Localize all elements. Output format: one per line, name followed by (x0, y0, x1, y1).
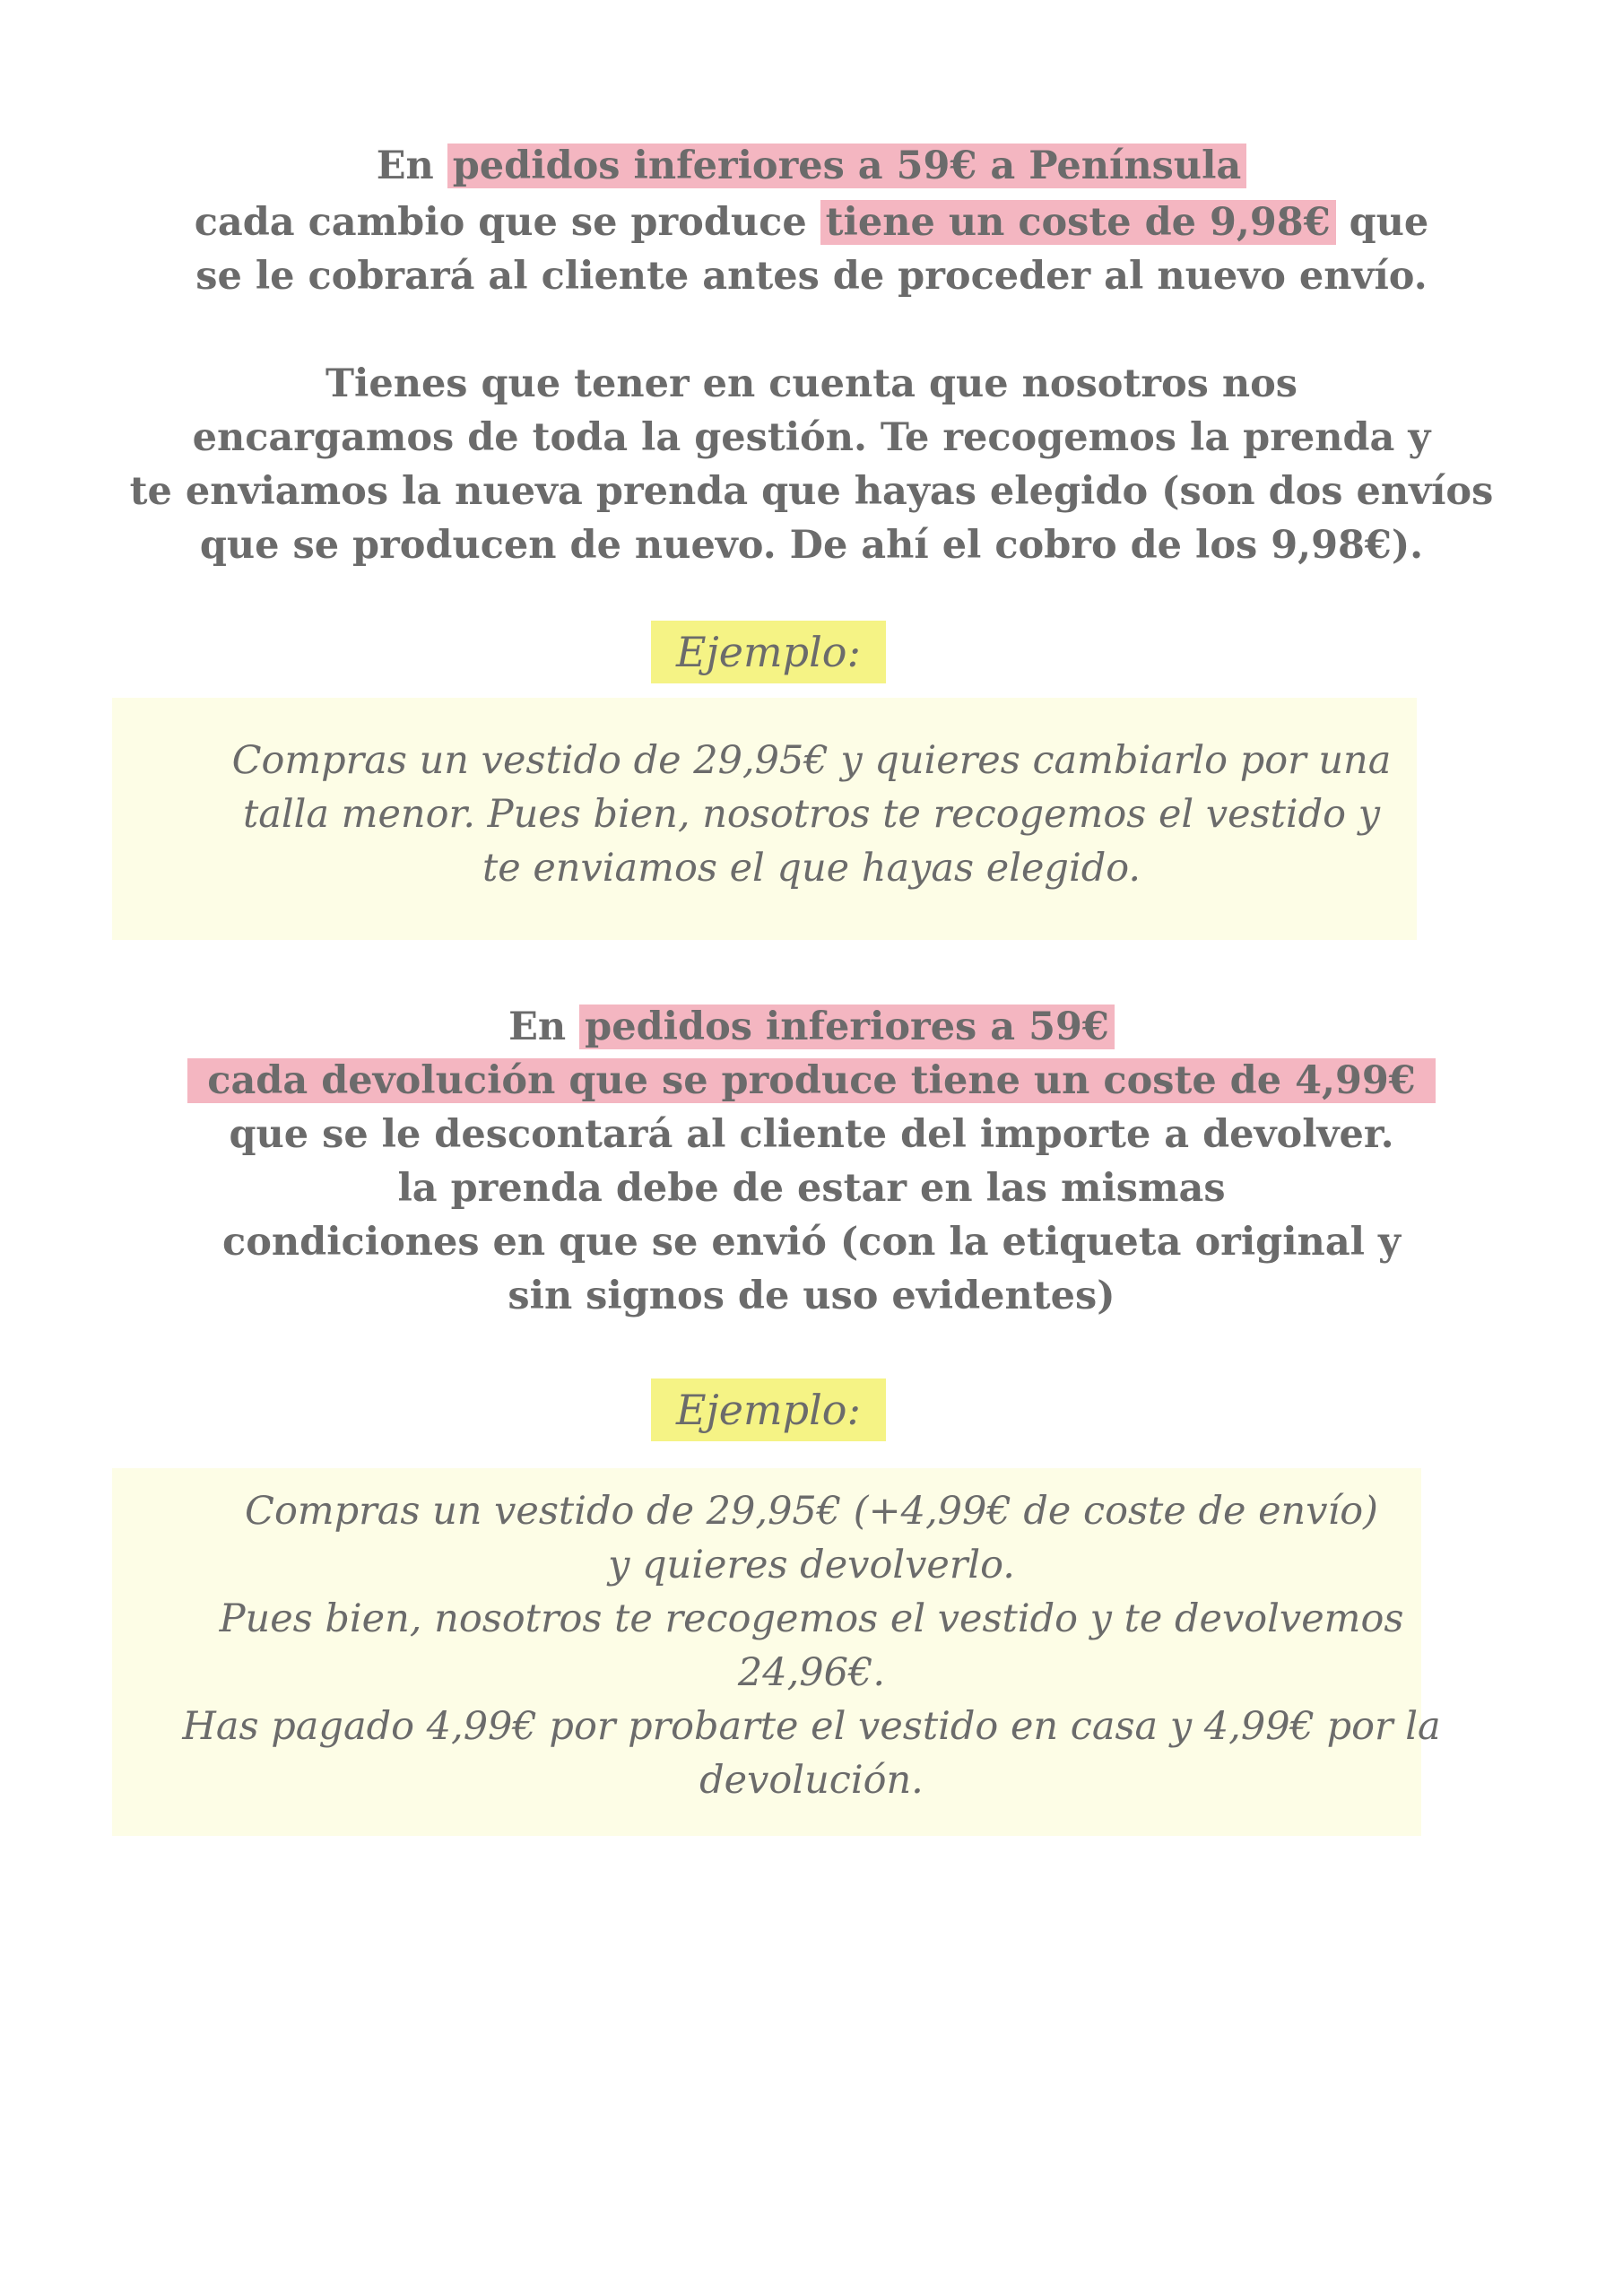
return-cost-highlight-orders: pedidos inferiores a 59€ (579, 1004, 1115, 1049)
example-2-label: Ejemplo: (651, 1378, 886, 1441)
example-2-line-6: devolución. (699, 1758, 924, 1803)
return-cost-line-1 (0, 1000, 1623, 1054)
return-cost-line-2 (0, 1054, 1623, 1108)
exchange-cost-highlight-orders: pedidos inferiores a 59€ a Península (447, 144, 1247, 188)
example-1-line-3: te enviamos el que hayas elegido. (482, 846, 1141, 891)
explanation-line-4: que se producen de nuevo. De ahí el cobro de los 9,98€). (199, 523, 1424, 568)
exchange-cost-line-3: se le cobrará al cliente antes de proceder al nuevo envío. (195, 254, 1428, 299)
return-cost-line-3: que se le descontará al cliente del importe a devolver. (229, 1112, 1394, 1157)
exchange-cost-highlight-price: tiene un coste de 9,98€ (820, 200, 1336, 245)
return-cost-line-6: sin signos de uso evidentes) (508, 1274, 1115, 1318)
return-cost-line-5: condiciones en que se envió (con la etiqueta original y (222, 1220, 1401, 1265)
exchange-cost-line-2 (0, 196, 1623, 249)
exchange-cost-line-1-pre: En (376, 144, 447, 188)
example-2-line-4: 24,96€. (737, 1650, 886, 1695)
example-1-label: Ejemplo: (651, 621, 886, 683)
exchange-cost-line-1 (0, 139, 1623, 193)
example-2-line-3: Pues bien, nosotros te recogemos el vestido y te devolvemos (219, 1596, 1404, 1641)
example-2-line-1: Compras un vestido de 29,95€ (+4,99€ de coste de envío) (245, 1489, 1378, 1534)
explanation-line-3: te enviamos la nueva prenda que hayas elegido (son dos envíos (129, 469, 1494, 514)
exchange-cost-line-2-pre: cada cambio que se produce (194, 200, 820, 245)
example-1-line-2: talla menor. Pues bien, nosotros te recogemos el vestido y (242, 792, 1381, 837)
return-cost-highlight-price: cada devolución que se produce tiene un coste de 4,99€ (187, 1058, 1435, 1103)
explanation-line-1: Tienes que tener en cuenta que nosotros nos (325, 361, 1298, 406)
explanation-line-2: encargamos de toda la gestión. Te recogemos la prenda y (192, 415, 1431, 460)
example-1-line-1: Compras un vestido de 29,95€ y quieres cambiarlo por una (231, 738, 1392, 783)
example-2-line-5: Has pagado 4,99€ por probarte el vestido en casa y 4,99€ por la (182, 1704, 1441, 1749)
example-2-line-2: y quieres devolverlo. (608, 1543, 1015, 1587)
return-cost-line-1-pre: En (508, 1004, 580, 1049)
return-cost-line-4: la prenda debe de estar en las mismas (397, 1166, 1226, 1211)
exchange-cost-line-2-post: que (1335, 200, 1429, 245)
